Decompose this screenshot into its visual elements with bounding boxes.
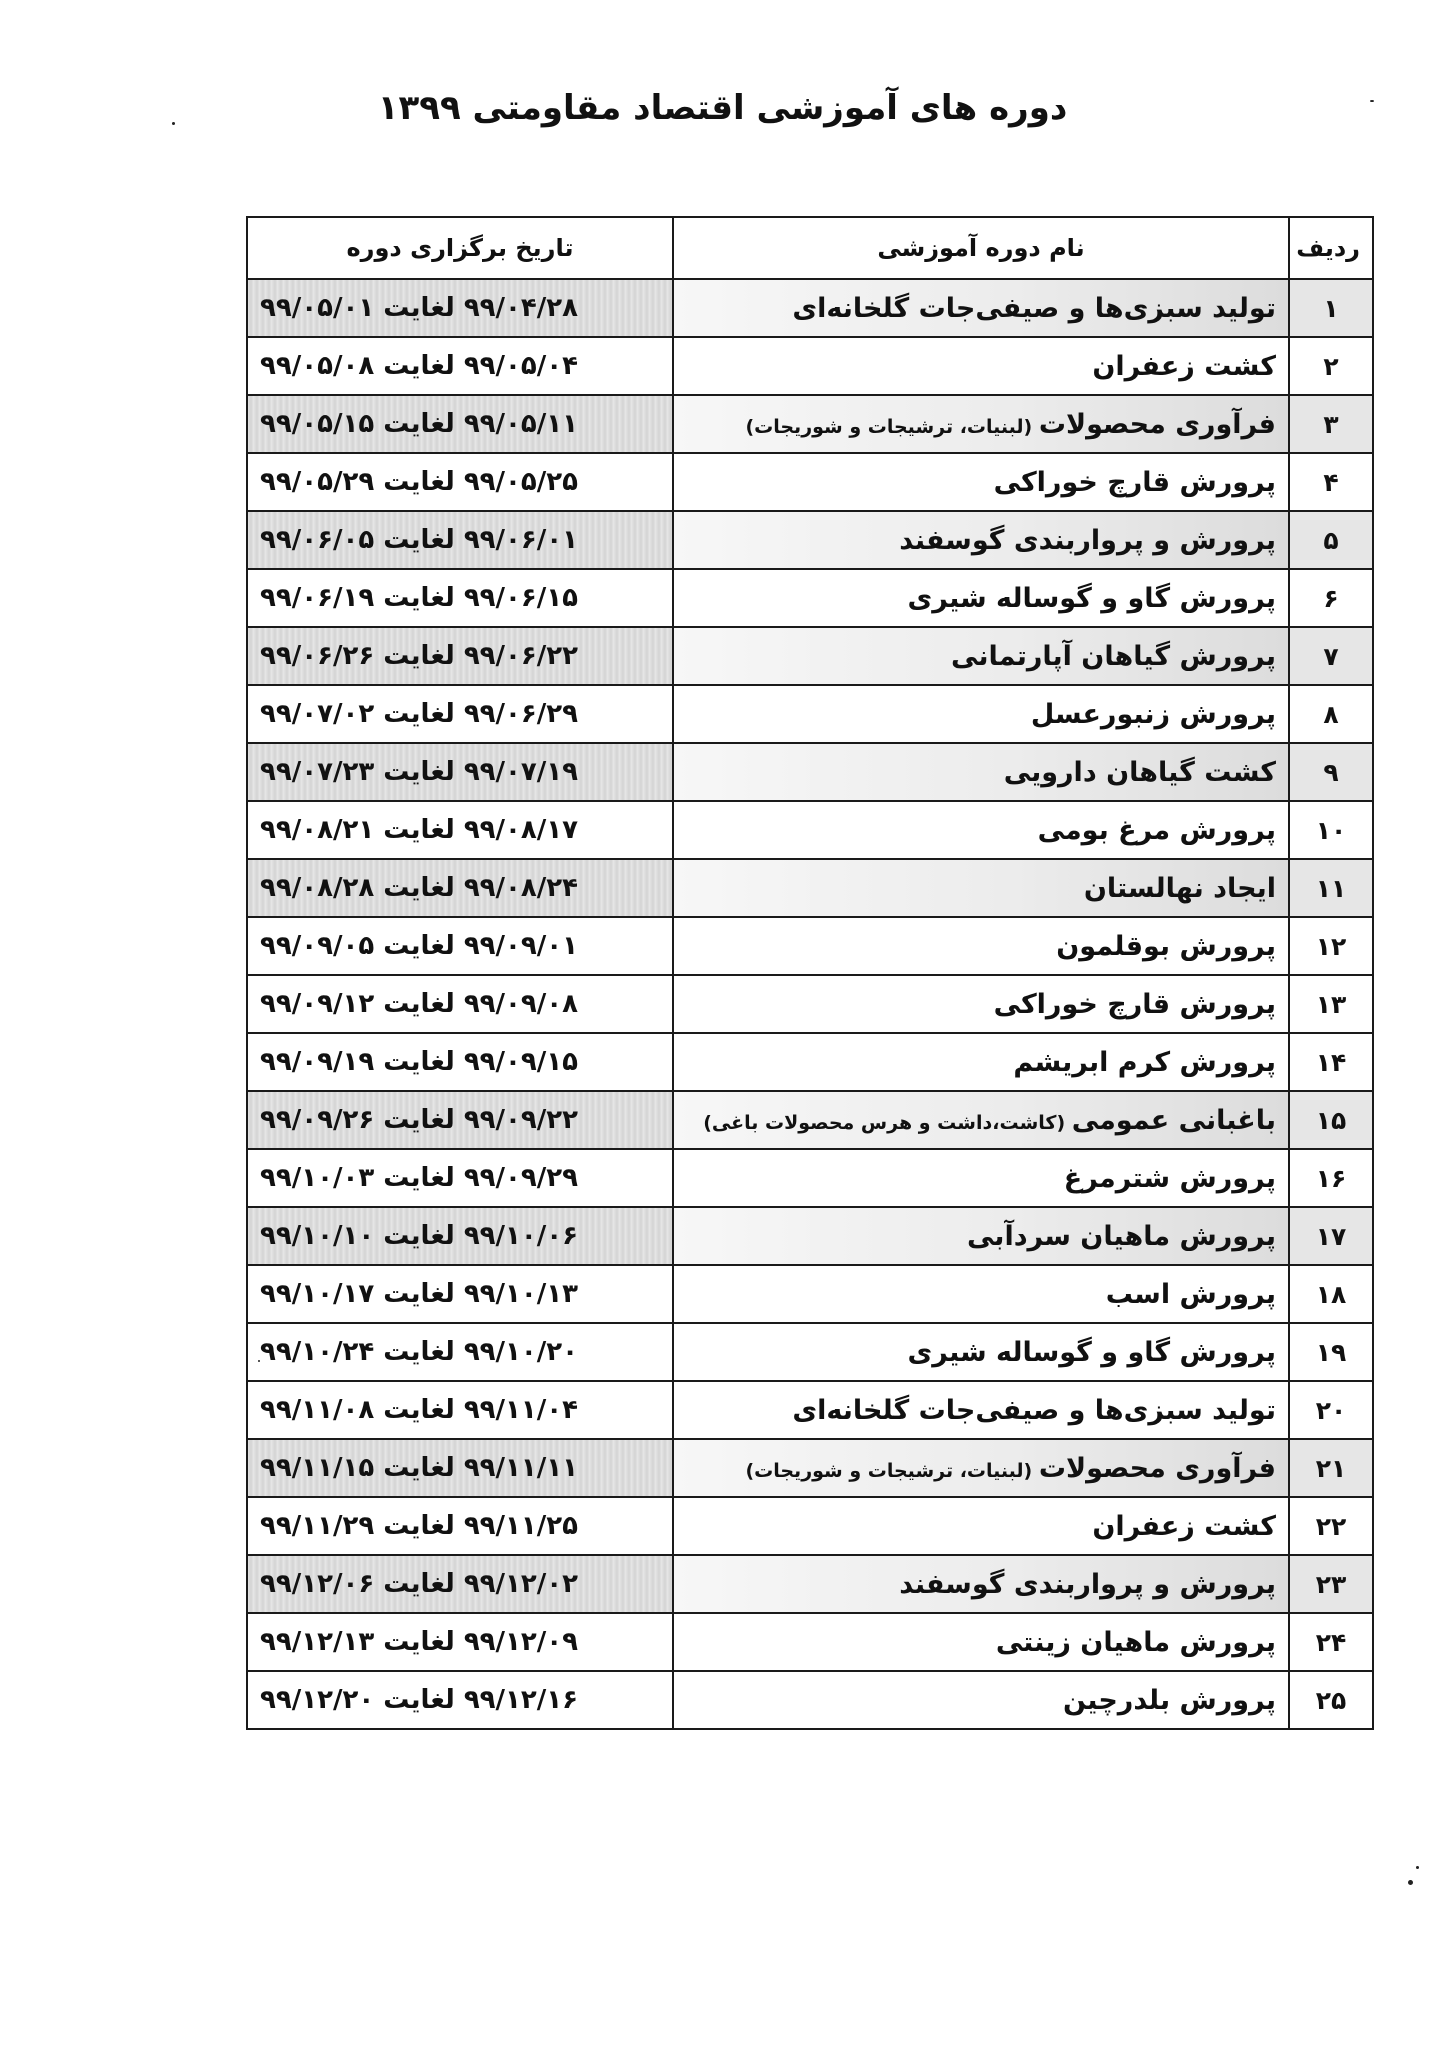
course-name: فرآوری محصولات [1038,1452,1276,1484]
course-name-cell [673,1613,1289,1671]
course-date-cell [247,743,673,801]
course-name: باغبانی عمومی [1071,1104,1276,1136]
table-row [247,1149,1373,1207]
course-date-cell [247,453,673,511]
course-name-cell [673,1381,1289,1439]
course-date: ۹۹/۰۵/۰۴ لغایت ۹۹/۰۵/۰۸ [260,351,579,381]
course-date: ۹۹/۱۰/۱۳ لغایت ۹۹/۱۰/۱۷ [260,1279,579,1309]
course-date: ۹۹/۰۶/۱۵ لغایت ۹۹/۰۶/۱۹ [260,583,579,613]
course-name-cell [673,975,1289,1033]
course-date: ۹۹/۰۶/۲۲ لغایت ۹۹/۰۶/۲۶ [260,641,579,671]
course-date: ۹۹/۱۲/۰۹ لغایت ۹۹/۱۲/۱۳ [260,1627,579,1657]
scan-speck [1416,1866,1419,1869]
row-number-cell: ۱۹ [1289,1323,1373,1381]
course-date: ۹۹/۰۹/۰۸ لغایت ۹۹/۰۹/۱۲ [260,989,579,1019]
course-name-cell [673,1439,1289,1497]
course-name-cell [673,1323,1289,1381]
course-date-cell [247,975,673,1033]
table-row [247,1033,1373,1091]
row-number-cell: ۲۰ [1289,1381,1373,1439]
course-name: پرورش ماهیان زینتی [995,1626,1276,1658]
course-name-cell [673,801,1289,859]
table-row [247,1613,1373,1671]
table-row [247,627,1373,685]
course-date: ۹۹/۰۵/۲۵ لغایت ۹۹/۰۵/۲۹ [260,467,579,497]
row-number-cell: ۱۴ [1289,1033,1373,1091]
course-date-cell [247,1323,673,1381]
header-course-date: تاریخ برگزاری دوره [247,217,673,279]
course-date-cell [247,1613,673,1671]
row-number-cell: ۲۲ [1289,1497,1373,1555]
course-date-cell [247,627,673,685]
course-name-cell [673,743,1289,801]
course-date: ۹۹/۱۲/۰۲ لغایت ۹۹/۱۲/۰۶ [260,1569,579,1599]
scan-speck [1408,1880,1413,1885]
course-name-cell [673,1265,1289,1323]
course-date: ۹۹/۱۱/۱۱ لغایت ۹۹/۱۱/۱۵ [260,1453,579,1483]
table-row [247,1207,1373,1265]
table-row [247,1323,1373,1381]
course-name-cell [673,1497,1289,1555]
course-date: ۹۹/۰۶/۰۱ لغایت ۹۹/۰۶/۰۵ [260,525,579,555]
row-number-cell: ۱۱ [1289,859,1373,917]
course-date: ۹۹/۰۸/۲۴ لغایت ۹۹/۰۸/۲۸ [260,873,579,903]
course-name: پرورش کرم ابریشم [1013,1046,1276,1078]
table-row [247,1381,1373,1439]
course-name-cell [673,1149,1289,1207]
course-name: پرورش ماهیان سردآبی [966,1220,1276,1252]
course-date-cell [247,511,673,569]
courses-table [246,216,1374,1730]
course-date: ۹۹/۰۵/۱۱ لغایت ۹۹/۰۵/۱۵ [260,409,579,439]
course-date-cell [247,859,673,917]
row-number-cell: ۳ [1289,395,1373,453]
course-date: ۹۹/۱۰/۲۰ لغایت ۹۹/۱۰/۲۴ [260,1337,579,1367]
course-name-cell [673,1091,1289,1149]
course-name-cell [673,627,1289,685]
table-row [247,279,1373,337]
table-row [247,395,1373,453]
course-name: پرورش اسب [1105,1278,1276,1310]
table-row [247,743,1373,801]
row-number-cell: ۱ [1289,279,1373,337]
course-date: ۹۹/۰۴/۲۸ لغایت ۹۹/۰۵/۰۱ [260,293,579,323]
table-row [247,1671,1373,1729]
course-date-cell [247,1439,673,1497]
scan-speck [258,1360,260,1362]
course-name: تولید سبزی‌ها و صیفی‌جات گلخانه‌ای [792,1394,1276,1426]
course-date: ۹۹/۰۷/۱۹ لغایت ۹۹/۰۷/۲۳ [260,757,579,787]
course-name: پرورش گاو و گوساله شیری [907,582,1276,614]
course-date-cell [247,279,673,337]
course-name-cell [673,279,1289,337]
course-name: پرورش شترمرغ [1063,1162,1276,1194]
row-number-cell: ۶ [1289,569,1373,627]
course-date-cell [247,1265,673,1323]
course-name-cell [673,1555,1289,1613]
course-date: ۹۹/۱۱/۲۵ لغایت ۹۹/۱۱/۲۹ [260,1511,579,1541]
table-row [247,453,1373,511]
row-number-cell: ۱۸ [1289,1265,1373,1323]
course-name-detail: (کاشت،داشت و هرس محصولات باغی) [703,1111,1072,1134]
row-number-cell: ۹ [1289,743,1373,801]
course-name: پرورش قارچ خوراکی [993,466,1276,498]
table-row [247,975,1373,1033]
row-number-cell: ۱۷ [1289,1207,1373,1265]
scan-speck [172,122,175,125]
row-number-cell: ۱۳ [1289,975,1373,1033]
table-header-row [247,217,1373,279]
table-row [247,685,1373,743]
course-date-cell [247,1149,673,1207]
course-date-cell [247,1555,673,1613]
row-number-cell: ۲۳ [1289,1555,1373,1613]
course-name: کشت زعفران [1092,350,1276,382]
course-date: ۹۹/۰۹/۱۵ لغایت ۹۹/۰۹/۱۹ [260,1047,579,1077]
course-name-cell [673,1671,1289,1729]
course-date-cell [247,1033,673,1091]
row-number-cell: ۱۶ [1289,1149,1373,1207]
row-number-cell: ۷ [1289,627,1373,685]
course-name-cell [673,685,1289,743]
course-name-cell [673,453,1289,511]
table-row [247,917,1373,975]
course-date-cell [247,1381,673,1439]
course-name: پرورش گاو و گوساله شیری [907,1336,1276,1368]
course-name: کشت زعفران [1092,1510,1276,1542]
table-row [247,1265,1373,1323]
course-date-cell [247,395,673,453]
table-row [247,337,1373,395]
table-row [247,859,1373,917]
course-name: تولید سبزی‌ها و صیفی‌جات گلخانه‌ای [792,292,1276,324]
course-name: پرورش قارچ خوراکی [993,988,1276,1020]
course-name: پرورش گیاهان آپارتمانی [951,640,1276,672]
course-name: پرورش زنبورعسل [1030,698,1276,730]
table-row [247,511,1373,569]
course-name: پرورش بوقلمون [1056,930,1276,962]
course-name: فرآوری محصولات [1038,408,1276,440]
course-name-cell [673,511,1289,569]
course-date: ۹۹/۰۶/۲۹ لغایت ۹۹/۰۷/۰۲ [260,699,579,729]
course-name: پرورش و پرواربندی گوسفند [899,1568,1276,1600]
course-date-cell [247,337,673,395]
header-row-number: ردیف [1289,217,1373,279]
row-number-cell: ۵ [1289,511,1373,569]
course-date: ۹۹/۰۹/۰۱ لغایت ۹۹/۰۹/۰۵ [260,931,579,961]
course-date-cell [247,1207,673,1265]
row-number-cell: ۸ [1289,685,1373,743]
course-date: ۹۹/۰۹/۲۲ لغایت ۹۹/۰۹/۲۶ [260,1105,579,1135]
course-name-cell [673,337,1289,395]
course-name-detail: (لبنیات، ترشیجات و شوریجات) [745,415,1039,438]
row-number-cell: ۴ [1289,453,1373,511]
course-name-cell [673,917,1289,975]
row-number-cell: ۱۵ [1289,1091,1373,1149]
course-name: پرورش بلدرچین [1063,1684,1276,1716]
table-row [247,1091,1373,1149]
row-number-cell: ۲۱ [1289,1439,1373,1497]
course-date-cell [247,801,673,859]
course-name: کشت گیاهان دارویی [1003,756,1276,788]
course-date-cell [247,1091,673,1149]
course-name-detail: (لبنیات، ترشیجات و شوریجات) [745,1459,1039,1482]
course-name-cell [673,569,1289,627]
table-row [247,1497,1373,1555]
header-course-name: نام دوره آموزشی [673,217,1289,279]
table-body [247,279,1373,1729]
table-row [247,569,1373,627]
course-name-cell [673,395,1289,453]
table-row [247,1439,1373,1497]
row-number-cell: ۲۴ [1289,1613,1373,1671]
courses-table-container [246,216,1374,1730]
scan-speck [1370,100,1374,102]
page-title: دوره های آموزشی اقتصاد مقاومتی ۱۳۹۹ [377,88,1068,128]
course-date-cell [247,1497,673,1555]
course-date-cell [247,917,673,975]
course-name: پرورش مرغ بومی [1037,814,1276,846]
course-date-cell [247,1671,673,1729]
course-name-cell [673,1033,1289,1091]
course-date-cell [247,569,673,627]
course-date: ۹۹/۰۸/۱۷ لغایت ۹۹/۰۸/۲۱ [260,815,579,845]
course-date: ۹۹/۱۰/۰۶ لغایت ۹۹/۱۰/۱۰ [260,1221,579,1251]
course-date: ۹۹/۱۱/۰۴ لغایت ۹۹/۱۱/۰۸ [260,1395,579,1425]
course-name: ایجاد نهالستان [1083,872,1276,904]
row-number-cell: ۲ [1289,337,1373,395]
course-date: ۹۹/۱۲/۱۶ لغایت ۹۹/۱۲/۲۰ [260,1685,579,1715]
course-name: پرورش و پرواربندی گوسفند [899,524,1276,556]
course-date-cell [247,685,673,743]
table-row [247,801,1373,859]
row-number-cell: ۱۰ [1289,801,1373,859]
course-date: ۹۹/۰۹/۲۹ لغایت ۹۹/۱۰/۰۳ [260,1163,579,1193]
row-number-cell: ۲۵ [1289,1671,1373,1729]
row-number-cell: ۱۲ [1289,917,1373,975]
course-name-cell [673,859,1289,917]
course-name-cell [673,1207,1289,1265]
table-row [247,1555,1373,1613]
